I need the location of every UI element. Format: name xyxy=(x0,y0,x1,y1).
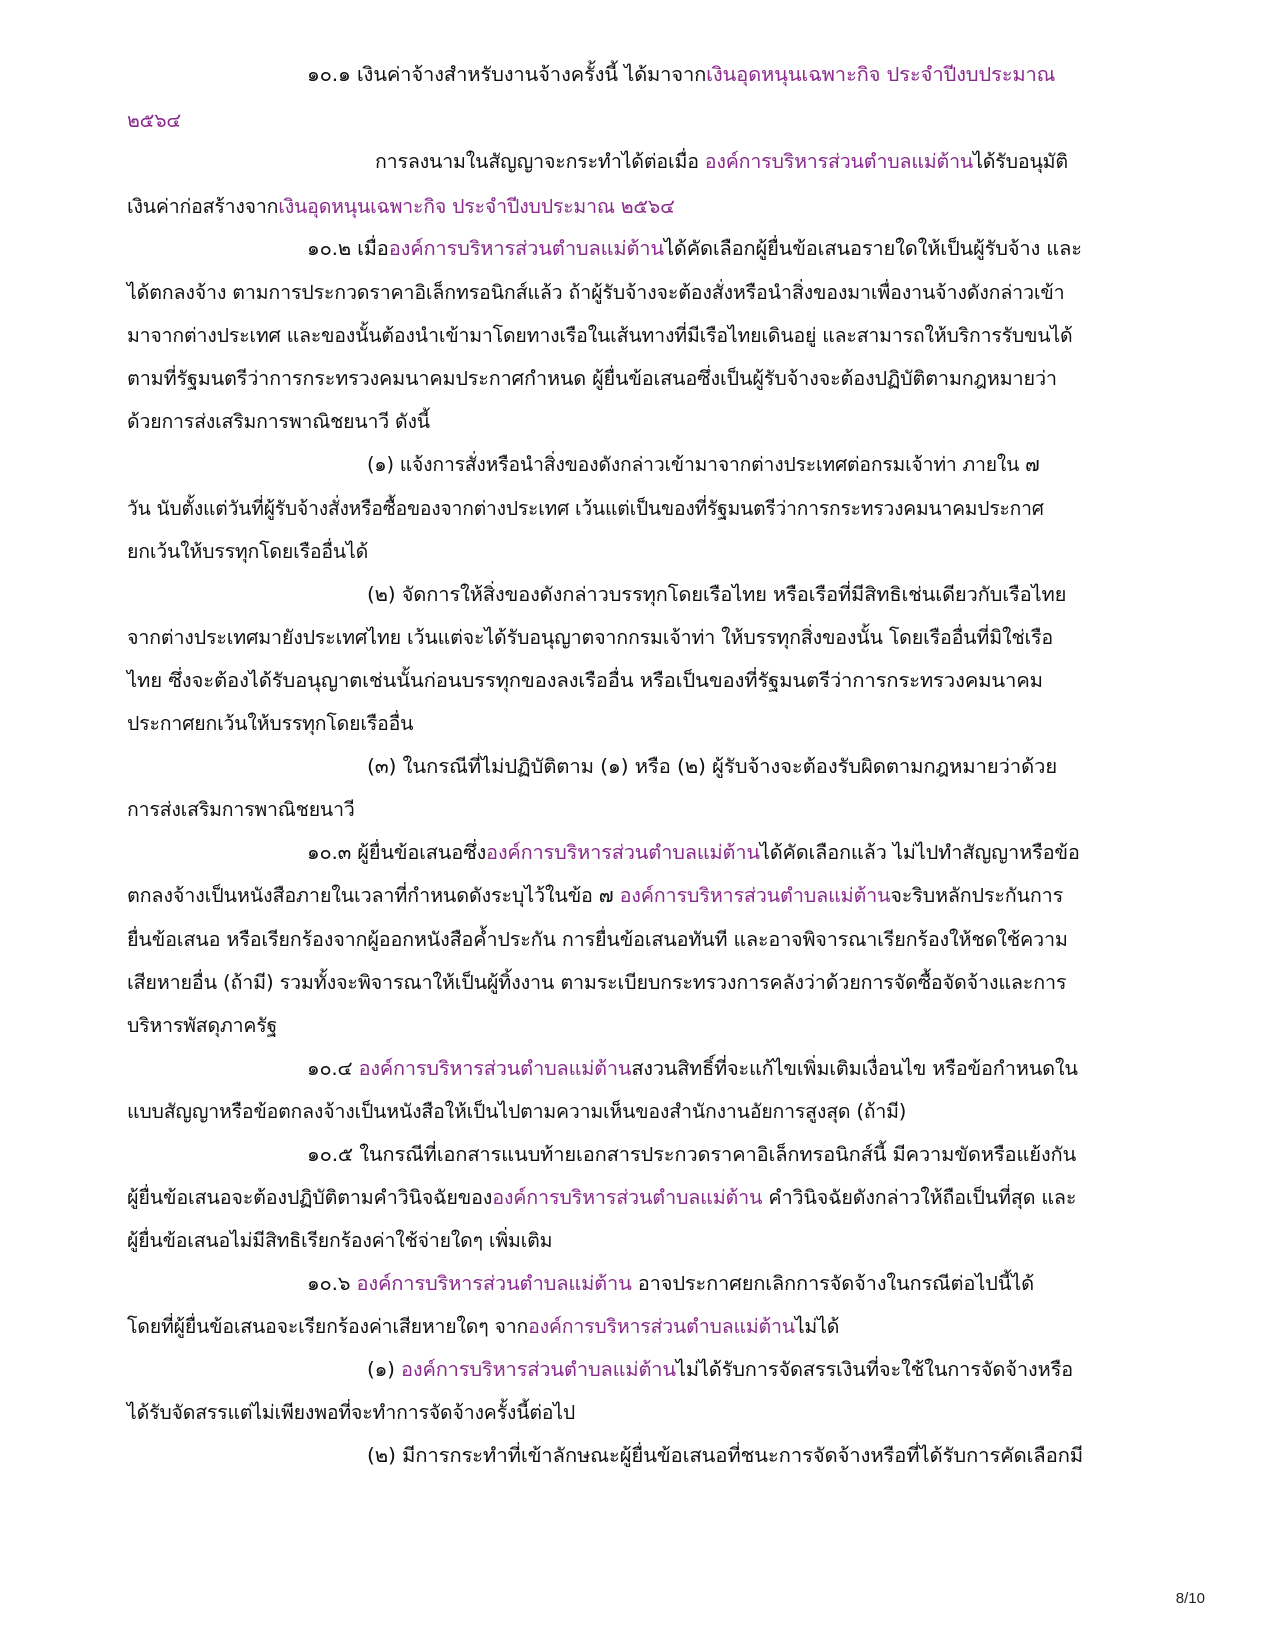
text-line xyxy=(127,407,430,437)
text-line xyxy=(375,147,1068,177)
text-line xyxy=(127,537,368,567)
body-text: (๒) มีการกระทำที่เข้าลักษณะผู้ยื่นข้อเสนอที่ชนะการจัดจ้างหรือที่ได้รับการคัดเลือกมี xyxy=(367,1444,1083,1467)
body-text: ๑๐.๒ เมื่อ xyxy=(307,237,389,260)
body-text: ยื่นข้อเสนอ หรือเรียกร้องจากผู้ออกหนังสือค้ำประกัน การยื่นข้อเสนอทันที และอาจพิจารณาเรียกร้องให้ชดใช้ความ xyxy=(127,928,1068,951)
body-text: ได้รับจัดสรรแต่ไม่เพียงพอที่จะทำการจัดจ้างครั้งนี้ต่อไป xyxy=(127,1401,576,1424)
body-text: การลงนามในสัญญาจะกระทำได้ต่อเมื่อ xyxy=(375,150,705,173)
highlighted-text: องค์การบริหารส่วนตำบลแม่ต้าน xyxy=(528,1315,795,1338)
body-text: ๑๐.๓ ผู้ยื่นข้อเสนอซึ่ง xyxy=(307,841,487,864)
body-text: ๑๐.๕ ในกรณีที่เอกสารแนบท้ายเอกสารประกวดราคาอิเล็กทรอนิกส์นี้ มีความขัดหรือแย้งกัน xyxy=(307,1143,1077,1166)
text-line xyxy=(127,666,1043,696)
highlighted-text: องค์การบริหารส่วนตำบลแม่ต้าน xyxy=(358,1057,632,1080)
text-line xyxy=(127,1011,277,1041)
body-text: โดยที่ผู้ยื่นข้อเสนอจะเรียกร้องค่าเสียหายใดๆ จาก xyxy=(127,1315,529,1338)
highlighted-text: องค์การบริหารส่วนตำบลแม่ต้าน xyxy=(492,1186,763,1209)
text-line xyxy=(307,60,1055,90)
text-line xyxy=(127,623,1053,653)
text-line xyxy=(127,1398,575,1428)
body-text: ไม่ได้ xyxy=(794,1315,840,1338)
body-text: (๓) ในกรณีที่ไม่ปฏิบัติตาม (๑) หรือ (๒) ผู้รับจ้างจะต้องรับผิดตามกฎหมายว่าด้วย xyxy=(367,755,1058,778)
page-number: 8/10 xyxy=(1175,1590,1205,1607)
text-line xyxy=(127,1226,552,1256)
text-line xyxy=(367,450,1040,480)
highlighted-text: องค์การบริหารส่วนตำบลแม่ต้าน xyxy=(704,150,974,173)
body-text: (๑) แจ้งการสั่งหรือนำสิ่งของดังกล่าวเข้ามาจากต่างประเทศต่อกรมเจ้าท่า ภายใน ๗ xyxy=(367,453,1040,476)
body-text: ไทย ซึ่งจะต้องได้รับอนุญาตเช่นนั้นก่อนบรรทุกของลงเรืออื่น หรือเป็นของที่รัฐมนตรีว่าการกระทรวงคมนาคม xyxy=(127,669,1043,692)
body-text: อาจประกาศยกเลิกการจัดจ้างในกรณีต่อไปนี้ได้ xyxy=(631,1272,1034,1295)
text-line xyxy=(307,1140,1076,1170)
text-line xyxy=(127,968,1066,998)
body-text: สงวนสิทธิ์ที่จะแก้ไขเพิ่มเติมเงื่อนไข หรือข้อกำหนดใน xyxy=(631,1057,1078,1080)
body-text: ได้คัดเลือกแล้ว ไม่ไปทำสัญญาหรือข้อ xyxy=(759,841,1080,864)
highlighted-text: ๒๕๖๔ xyxy=(127,109,181,132)
text-line xyxy=(127,364,1057,394)
text-line xyxy=(127,881,1063,911)
text-line xyxy=(367,752,1057,782)
body-text: ได้รับอนุมัติ xyxy=(973,150,1068,173)
text-line xyxy=(127,1183,1076,1213)
highlighted-text: เงินอุดหนุนเฉพาะกิจ ประจำปีงบประมาณ ๒๕๖๔ xyxy=(278,195,675,218)
text-line xyxy=(367,1441,1083,1471)
body-text: จากต่างประเทศมายังประเทศไทย เว้นแต่จะได้รับอนุญาตจากกรมเจ้าท่า ให้บรรทุกสิ่งของนั้น โดยเรืออื่นที่มิใช่เรือ xyxy=(127,626,1054,649)
text-line xyxy=(127,278,1064,308)
text-line xyxy=(127,925,1068,955)
body-text: ยกเว้นให้บรรทุกโดยเรืออื่นได้ xyxy=(127,540,369,563)
text-line xyxy=(127,709,413,739)
body-text: เสียหายอื่น (ถ้ามี) รวมทั้งจะพิจารณาให้เป็นผู้ทิ้งงาน ตามระเบียบกระทรวงการคลังว่าด้วยการจัดซื้อจัดจ้างและการ xyxy=(127,971,1067,994)
body-text: ๑๐.๑ เงินค่าจ้างสำหรับงานจ้างครั้งนี้ ได้มาจาก xyxy=(307,63,707,86)
text-line xyxy=(127,494,1044,524)
body-text: ด้วยการส่งเสริมการพาณิชยนาวี ดังนี้ xyxy=(127,410,430,433)
body-text: ๑๐.๔ xyxy=(307,1057,359,1080)
text-line xyxy=(367,1355,1073,1385)
body-text: (๑) xyxy=(367,1358,402,1381)
body-text: จะริบหลักประกันการ xyxy=(890,884,1064,907)
text-line xyxy=(127,1097,906,1127)
body-text: ได้ตกลงจ้าง ตามการประกวดราคาอิเล็กทรอนิกส์แล้ว ถ้าผู้รับจ้างจะต้องสั่งหรือนำสิ่งของมาเพื่องานจ้างดังกล่าวเข้า xyxy=(127,281,1065,304)
body-text: ผู้ยื่นข้อเสนอจะต้องปฏิบัติตามคำวินิจฉัยของ xyxy=(127,1186,493,1209)
text-line xyxy=(127,321,1072,351)
highlighted-text: องค์การบริหารส่วนตำบลแม่ต้าน xyxy=(401,1358,676,1381)
text-line xyxy=(127,795,355,825)
body-text: (๒) จัดการให้สิ่งของดังกล่าวบรรทุกโดยเรือไทย หรือเรือที่มีสิทธิเช่นเดียวกับเรือไทย xyxy=(367,583,1067,606)
body-text: ประกาศยกเว้นให้บรรทุกโดยเรืออื่น xyxy=(127,712,414,735)
text-line xyxy=(307,1054,1078,1084)
highlighted-text: องค์การบริหารส่วนตำบลแม่ต้าน xyxy=(388,237,664,260)
body-text: บริหารพัสดุภาครัฐ xyxy=(127,1014,278,1037)
body-text: เงินค่าก่อสร้างจาก xyxy=(127,195,279,218)
text-line xyxy=(127,192,675,222)
body-text: วัน นับตั้งแต่วันที่ผู้รับจ้างสั่งหรือซื้อของจากต่างประเทศ เว้นแต่เป็นของที่รัฐมนตรีว่าการกระทรวงคมนาคมประกาศ xyxy=(127,497,1044,520)
highlighted-text: องค์การบริหารส่วนตำบลแม่ต้าน xyxy=(486,841,760,864)
body-text: แบบสัญญาหรือข้อตกลงจ้างเป็นหนังสือให้เป็นไปตามความเห็นของสำนักงานอัยการสูงสุด (ถ้ามี) xyxy=(127,1100,907,1123)
text-line xyxy=(127,1312,839,1342)
body-text: ตามที่รัฐมนตรีว่าการกระทรวงคมนาคมประกาศกำหนด ผู้ยื่นข้อเสนอซึ่งเป็นผู้รับจ้างจะต้องปฏิบัติตามกฎหมายว่า xyxy=(127,367,1057,390)
highlighted-text: เงินอุดหนุนเฉพาะกิจ ประจำปีงบประมาณ xyxy=(706,63,1056,86)
body-text: ผู้ยื่นข้อเสนอไม่มีสิทธิเรียกร้องค่าใช้จ่ายใดๆ เพิ่มเติม xyxy=(127,1229,553,1252)
body-text: ตกลงจ้างเป็นหนังสือภายในเวลาที่กำหนดดังระบุไว้ในข้อ ๗ xyxy=(127,884,620,907)
body-text: คำวินิจฉัยดังกล่าวให้ถือเป็นที่สุด และ xyxy=(762,1186,1077,1209)
text-line xyxy=(307,838,1080,868)
highlighted-text: องค์การบริหารส่วนตำบลแม่ต้าน xyxy=(619,884,891,907)
highlighted-text: องค์การบริหารส่วนตำบลแม่ต้าน xyxy=(356,1272,632,1295)
text-line xyxy=(307,1269,1034,1299)
body-text: การส่งเสริมการพาณิชยนาวี xyxy=(127,798,355,821)
body-text: ได้คัดเลือกผู้ยื่นข้อเสนอรายใดให้เป็นผู้รับจ้าง และ xyxy=(663,237,1082,260)
text-line xyxy=(367,580,1066,610)
text-line xyxy=(307,234,1082,264)
text-line xyxy=(127,106,181,136)
body-text: ๑๐.๖ xyxy=(307,1272,357,1295)
body-text: ไม่ได้รับการจัดสรรเงินที่จะใช้ในการจัดจ้างหรือ xyxy=(675,1358,1074,1381)
body-text: มาจากต่างประเทศ และของนั้นต้องนำเข้ามาโดยทางเรือในเส้นทางที่มีเรือไทยเดินอยู่ และสามารถให้บริการรับขนได้ xyxy=(127,324,1073,347)
